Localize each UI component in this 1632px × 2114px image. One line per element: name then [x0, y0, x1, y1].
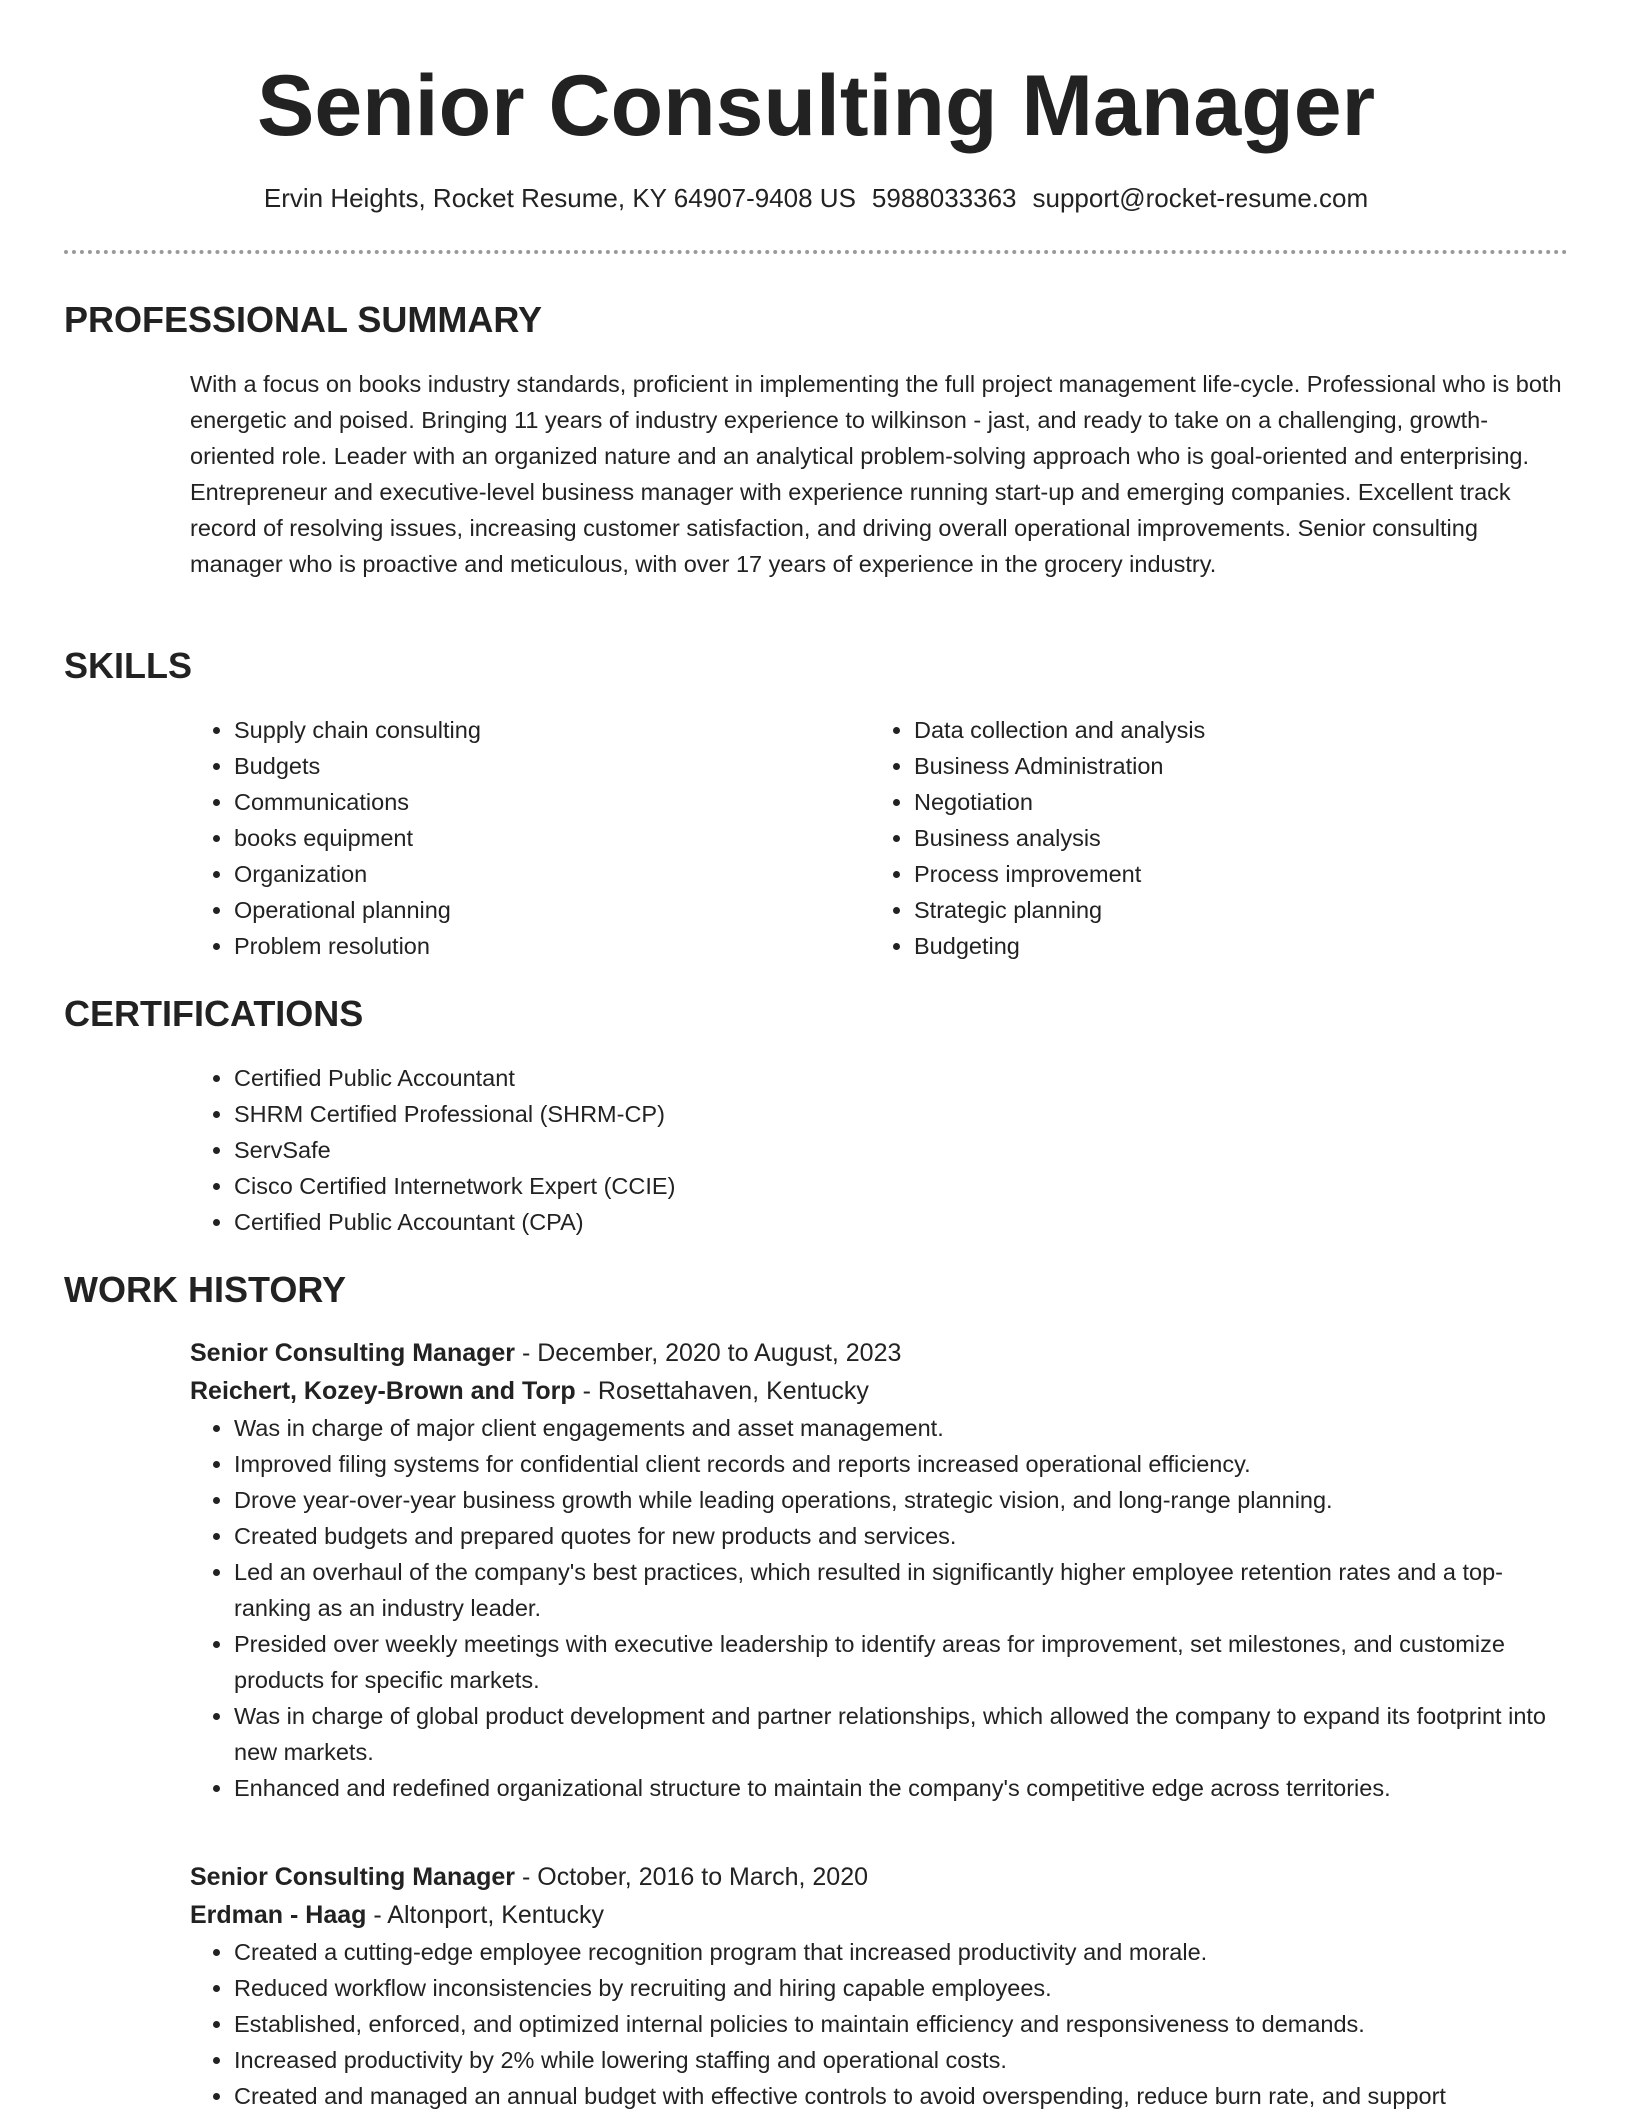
- job-bullet: • Drove year-over-year business growth while leading operations, strategic vision, and long-range planning.: [234, 1482, 1570, 1518]
- contact-address: Ervin Heights, Rocket Resume, KY 64907-9408 US: [263, 183, 856, 213]
- job-dates: - December, 2020 to August, 2023: [515, 1339, 902, 1367]
- job-bullet: • Created a cutting-edge employee recognition program that increased productivity and morale.: [234, 1934, 1570, 1970]
- header-divider: [64, 250, 1568, 254]
- resume-title: Senior Consulting Manager: [256, 58, 1376, 154]
- skill-item: • Supply chain consulting: [234, 712, 830, 748]
- job-company-line: [190, 1896, 1570, 1934]
- job-bullet-list: [190, 1934, 1570, 2114]
- job-bullet: • Was in charge of global product development and partner relationships, which allowed the company to expand its footprint into new markets.: [234, 1698, 1570, 1770]
- skills-left-list: [190, 712, 830, 964]
- certification-item: • Certified Public Accountant (CPA): [234, 1204, 1570, 1240]
- job-bullet: • Created budgets and prepared quotes for new products and services.: [234, 1518, 1570, 1554]
- contact-email: support@rocket-resume.com: [1032, 183, 1369, 213]
- job-bullet: • Enhanced and redefined organizational structure to maintain the company's competitive edge across territories.: [234, 1770, 1570, 1806]
- certifications-block: [190, 1060, 1570, 1240]
- skills-right-column: [870, 712, 1510, 964]
- skill-item: • Organization: [234, 856, 830, 892]
- job-title: Senior Consulting Manager: [190, 1339, 516, 1367]
- certification-item: • SHRM Certified Professional (SHRM-CP): [234, 1096, 1570, 1132]
- job-bullet: • Improved filing systems for confidential client records and reports increased operational efficiency.: [234, 1446, 1570, 1482]
- skill-item: • Business Administration: [914, 748, 1510, 784]
- skill-item: • Data collection and analysis: [914, 712, 1510, 748]
- job-title-line: [190, 1858, 1570, 1896]
- skills-right-list: [870, 712, 1510, 964]
- job-bullet-list: [190, 1410, 1570, 1806]
- job-entry: [190, 1858, 1570, 2114]
- job-bullet: • Led an overhaul of the company's best practices, which resulted in significantly higher employee retention rates and a top-ranking as an industry leader.: [234, 1554, 1570, 1626]
- summary-heading: PROFESSIONAL SUMMARY: [64, 299, 543, 340]
- skills-heading: SKILLS: [64, 645, 193, 686]
- skill-item: • Budgets: [234, 748, 830, 784]
- skill-item: • Problem resolution: [234, 928, 830, 964]
- contact-line: [64, 180, 1568, 216]
- job-dates: - October, 2016 to March, 2020: [515, 1863, 869, 1891]
- skill-item: • Budgeting: [914, 928, 1510, 964]
- job-bullet: • Was in charge of major client engagements and asset management.: [234, 1410, 1570, 1446]
- job-entry: [190, 1334, 1570, 1806]
- contact-phone: 5988033363: [871, 183, 1017, 213]
- job-company: Erdman - Haag: [190, 1901, 367, 1929]
- job-title-line: [190, 1334, 1570, 1372]
- skill-item: • Strategic planning: [914, 892, 1510, 928]
- job-location: - Rosettahaven, Kentucky: [575, 1377, 869, 1405]
- certifications-list: [190, 1060, 1570, 1240]
- skill-item: • books equipment: [234, 820, 830, 856]
- skill-item: • Communications: [234, 784, 830, 820]
- certifications-heading: CERTIFICATIONS: [64, 993, 364, 1034]
- job-bullet: • Presided over weekly meetings with executive leadership to identify areas for improvement, set milestones, and customize products for specific markets.: [234, 1626, 1570, 1698]
- skill-item: • Operational planning: [234, 892, 830, 928]
- certification-item: • ServSafe: [234, 1132, 1570, 1168]
- job-company-line: [190, 1372, 1570, 1410]
- summary-text: With a focus on books industry standards, proficient in implementing the full project management life-cycle. Professional who is both energetic and poised. Bringing 11 years of industry experience to wilkinson - jast, and ready to take on a challenging, growth-oriented role. Leader with an organized nature and an analytical problem-solving approach who is goal-oriented and enterprising. Entrepreneur and executive-level business manager with experience running start-up and emerging companies. Excellent track record of resolving issues, increasing customer satisfaction, and driving overall operational improvements. Senior consulting manager who is proactive and meticulous, with over 17 years of experience in the grocery industry.: [190, 371, 1562, 577]
- work-history-heading: WORK HISTORY: [64, 1269, 347, 1310]
- certification-item: • Certified Public Accountant: [234, 1060, 1570, 1096]
- job-location: - Altonport, Kentucky: [366, 1901, 605, 1929]
- job-bullet: • Increased productivity by 2% while lowering staffing and operational costs.: [234, 2042, 1570, 2078]
- job-company: Reichert, Kozey-Brown and Torp: [190, 1377, 576, 1405]
- job-bullet: • Established, enforced, and optimized internal policies to maintain efficiency and responsiveness to demands.: [234, 2006, 1570, 2042]
- job-title: Senior Consulting Manager: [190, 1863, 516, 1891]
- certification-item: • Cisco Certified Internetwork Expert (CCIE): [234, 1168, 1570, 1204]
- skill-item: • Process improvement: [914, 856, 1510, 892]
- skills-left-column: [190, 712, 830, 964]
- job-bullet: • Reduced workflow inconsistencies by recruiting and hiring capable employees.: [234, 1970, 1570, 2006]
- skill-item: • Business analysis: [914, 820, 1510, 856]
- job-bullet: • Created and managed an annual budget with effective controls to avoid overspending, reduce burn rate, and support: [234, 2078, 1570, 2114]
- skill-item: • Negotiation: [914, 784, 1510, 820]
